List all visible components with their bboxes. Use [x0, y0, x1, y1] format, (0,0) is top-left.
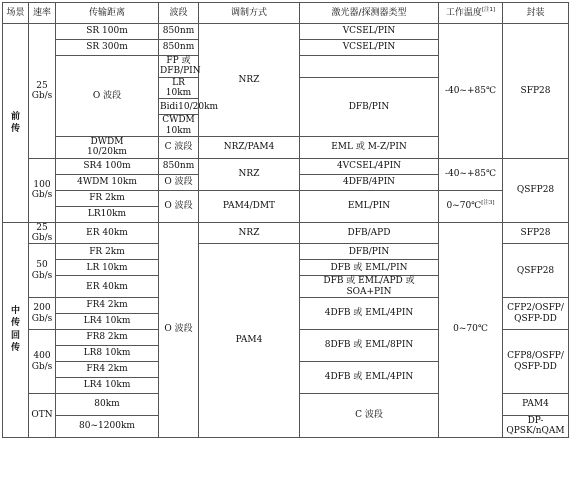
header-temperature [439, 3, 503, 24]
band-cell: O 波段 [56, 56, 159, 137]
distance-cell: LR4 10km [56, 314, 159, 330]
temperature-cell: -40~+85℃ [439, 158, 503, 190]
rate-unit: Gb/s [31, 270, 53, 281]
header-scene: 场景 [3, 3, 29, 24]
table-row [3, 24, 569, 40]
laser-cell: 4DFB 或 EML/4PIN [300, 298, 439, 330]
distance-cell: FR 2km [56, 244, 159, 260]
distance-cell: 80~1200km [56, 415, 159, 437]
modulation-cell: NRZ [199, 158, 300, 190]
distance-cell: SR 100m [56, 24, 159, 40]
laser-cell: 4DFB 或 EML/4PIN [300, 362, 439, 394]
package-line-2: QSFP-DD [514, 313, 557, 324]
scene-mid-char-2: 传 [10, 318, 20, 329]
rate-400g [29, 330, 56, 394]
scene-mid-char-4: 传 [10, 342, 20, 353]
optical-module-spec-table [2, 2, 569, 438]
modulation-cell: PAM4 [503, 394, 569, 416]
modulation-cell: PAM4/DMT [199, 190, 300, 222]
temperature-note: [注3] [481, 200, 495, 207]
band-cell: 850nm [159, 158, 199, 174]
band-cell: 850nm [159, 40, 199, 56]
band-cell: O 波段 [159, 174, 199, 190]
temperature-cell: -40~+85℃ [439, 24, 503, 159]
band-cell: O 波段 [159, 190, 199, 222]
scene-fronthaul [3, 24, 29, 223]
laser-cell: FP 或 DFB/PIN [160, 56, 201, 77]
distance-cell: ER 40km [56, 276, 159, 298]
distance-cell: LR10km [56, 206, 159, 222]
laser-cell: VCSEL/PIN [300, 24, 439, 40]
header-row [3, 3, 569, 24]
rate-25g-midhaul [29, 222, 56, 244]
rate-value: 50 [36, 260, 48, 271]
header-band: 波段 [159, 3, 199, 24]
package-cell: SFP28 [503, 24, 569, 159]
rate-value: 200 [33, 303, 51, 314]
package-cell: QSFP28 [503, 244, 569, 298]
laser-cell: DFB/PIN [300, 77, 439, 136]
distance-cell: SR 300m [56, 40, 159, 56]
laser-cell [300, 276, 439, 298]
rate-otn: OTN [29, 394, 56, 437]
scene-fronthaul-char-2: 传 [10, 123, 20, 134]
distance-cell: FR 2km [56, 190, 159, 206]
distance-cell: 80km [56, 394, 159, 416]
laser-cell: DFB/PIN [300, 244, 439, 260]
laser-cell: 8DFB 或 EML/8PIN [300, 330, 439, 362]
rate-unit: Gb/s [31, 233, 53, 244]
distance-cell: LR4 10km [56, 378, 159, 394]
table-row [3, 190, 569, 206]
table-row [3, 158, 569, 174]
modulation-cell: NRZ/PAM4 [199, 137, 300, 159]
band-cell: O 波段 [159, 222, 199, 437]
header-modulation: 调制方式 [199, 3, 300, 24]
rate-50g [29, 244, 56, 298]
laser-cell: EML 或 M-Z/PIN [300, 137, 439, 159]
temperature-cell [439, 190, 503, 222]
header-package: 封装 [503, 3, 569, 24]
distance-cell: CWDM 10km [159, 115, 199, 137]
distance-cell: FR8 2km [56, 330, 159, 346]
rate-unit: Gb/s [31, 90, 53, 101]
rate-unit: Gb/s [31, 313, 53, 324]
distance-cell: FR4 2km [56, 362, 159, 378]
rate-value: 25 [36, 222, 48, 233]
header-rate: 速率 [29, 3, 56, 24]
package-cell: SFP28 [503, 222, 569, 244]
rate-value: 400 [33, 351, 51, 362]
modulation-cell: NRZ [199, 222, 300, 244]
temperature-cell: 0~70℃ [439, 222, 503, 437]
scene-fronthaul-char-1: 前 [10, 111, 20, 122]
header-laser-detector: 激光器/探测器类型 [300, 3, 439, 24]
distance-cell [56, 137, 159, 159]
modulation-cell: NRZ [199, 24, 300, 137]
distance-cell: FR4 2km [56, 298, 159, 314]
modulation-cell: PAM4 [199, 244, 300, 437]
laser-cell: 4DFB/4PIN [300, 174, 439, 190]
scene-mid-char-3: 回 [10, 330, 20, 341]
rate-value: 100 [33, 179, 51, 190]
scene-midhaul-backhaul [3, 222, 29, 437]
laser-cell: DFB 或 EML/PIN [300, 260, 439, 276]
rate-200g [29, 298, 56, 330]
distance-cell: LR 10km [56, 260, 159, 276]
package-cell [503, 298, 569, 330]
rate-unit: Gb/s [31, 361, 53, 372]
laser-cell: EML/PIN [300, 190, 439, 222]
distance-cell: 4WDM 10km [56, 174, 159, 190]
rate-value: 25 [36, 80, 48, 91]
laser-cell: 4VCSEL/4PIN [300, 158, 439, 174]
band-cell: C 波段 [300, 394, 439, 437]
rate-100g [29, 158, 56, 222]
package-line-1: CFP8/OSFP/ [507, 351, 564, 362]
laser-line-2: SOA+PIN [346, 286, 392, 297]
scene-mid-char-1: 中 [10, 306, 20, 317]
package-cell: QSFP28 [503, 158, 569, 222]
header-temperature-note: [注1] [481, 6, 496, 13]
package-line-1: CFP2/OSFP/ [507, 303, 564, 314]
header-temperature-label: 工作温度 [445, 7, 482, 18]
distance-line-1: DWDM [90, 137, 124, 148]
header-distance: 传输距离 [56, 3, 159, 24]
package-line-2: QSFP-DD [514, 361, 557, 372]
modulation-cell: DP-QPSK/nQAM [503, 415, 569, 437]
distance-cell: LR 10km [159, 77, 199, 99]
rate-unit: Gb/s [31, 190, 53, 201]
rate-25g-fronthaul [29, 24, 56, 159]
distance-cell: SR4 100m [56, 158, 159, 174]
band-cell: C 波段 [159, 137, 199, 159]
temperature-value: 0~70℃ [446, 201, 482, 212]
distance-cell: Bidi10/20km [159, 99, 199, 115]
distance-cell: LR8 10km [56, 346, 159, 362]
laser-cell: DFB/APD [300, 222, 439, 244]
laser-line-1: DFB 或 EML/APD 或 [323, 276, 415, 287]
distance-cell: ER 40km [56, 222, 159, 244]
distance-line-2: 10/20km [87, 147, 127, 158]
band-cell: 850nm [159, 24, 199, 40]
laser-cell: VCSEL/PIN [300, 40, 439, 56]
package-cell [503, 330, 569, 394]
